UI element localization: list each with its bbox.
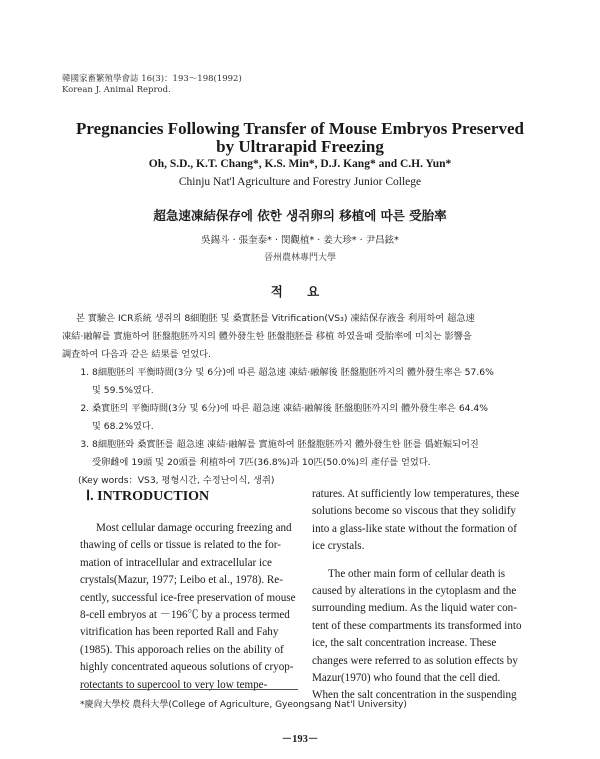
paper-title-line1: Pregnancies Following Transfer of Mouse Embryos Preserved bbox=[76, 119, 524, 138]
korean-authors: 吳錫斗 · 張奎泰* · 閔觀植* · 姜大珍* · 尹昌鉉* bbox=[201, 235, 399, 246]
korean-title: 超急速凍結保存에 依한 생쥐卵의 移植에 따른 受胎率 bbox=[153, 208, 447, 223]
text-line: rotectants to supercool to very low tempe- bbox=[80, 678, 268, 691]
right-column bbox=[312, 486, 530, 705]
abstract-intro-line: 凍結·融解를 實施하여 胚盤胞胚까지의 體外發生한 胚盤胞胚를 移植 하였을때 受胎率에 미치는 影響을 bbox=[62, 331, 472, 342]
keywords: (Key words：VS3, 평형시간, 수정난이식, 생쥐) bbox=[78, 475, 275, 486]
text-line: ice crystals. bbox=[312, 540, 365, 553]
result-line: 및 59.5%였다. bbox=[92, 385, 154, 396]
text-line: thawing of cells or tissue is related to the for- bbox=[80, 539, 281, 552]
text-line: cently, successful ice-free preservation of mouse bbox=[80, 591, 296, 604]
authors-en: Oh, S.D., K.T. Chang*, K.S. Min*, D.J. Kang* and C.H. Yun* bbox=[148, 158, 452, 170]
text-line: 8-cell embryos at －196℃ by a process termed bbox=[80, 609, 290, 622]
abstract-intro bbox=[62, 310, 532, 364]
page-number: －193－ bbox=[281, 734, 319, 745]
korean-affiliation: 晉州農林專門大學 bbox=[263, 253, 336, 263]
section-heading-introduction: Ⅰ. INTRODUCTION bbox=[86, 489, 210, 504]
text-line: (1985). This apporoach relies on the ability of bbox=[80, 643, 284, 656]
intro-paragraph-continued bbox=[312, 486, 530, 556]
text-line: mation of intracellular and extracellular ice bbox=[80, 556, 272, 569]
text-line: crystals(Mazur, 1977; Leibo et al., 1978). Re- bbox=[80, 574, 283, 587]
result-item-1 bbox=[92, 364, 532, 400]
footnote: *慶尙大學校 農科大學(College of Agriculture, Gyeongsang Nat'l University) bbox=[80, 700, 407, 710]
result-line: 2. 桑實胚의 平衡時間(3分 및 6分)에 따른 超急速 凍結·融解後 胚盤胞胚까지의 體外發生率은 64.4% bbox=[92, 403, 488, 414]
text-line: Mazur(1970) who found that the cell died. bbox=[312, 672, 501, 685]
text-line: changes were referred to as solution effects by bbox=[312, 654, 518, 667]
journal-header bbox=[62, 74, 242, 96]
abstract-intro-line: 본 實驗은 ICR系統 생쥐의 8細胞胚 및 桑實胚를 Vitrification(VS₃) 凍結保存液을 利用하여 超急速 bbox=[76, 313, 475, 324]
text-line: caused by alterations in the cytoplasm and the bbox=[312, 585, 517, 598]
journal-name-en: Korean J. Animal Reprod. bbox=[62, 85, 171, 95]
text-line: highly concentrated aqueous solutions of cryop- bbox=[80, 661, 294, 674]
intro-paragraph-1 bbox=[80, 520, 298, 694]
text-line: surrounding medium. As the liquid water con- bbox=[312, 602, 517, 615]
result-line: 3. 8細胞胚와 桑實胚를 超急速 凍結·融解를 實施하여 胚盤胞胚까지 體外發生한 胚를 僞姙娠되어진 bbox=[92, 439, 479, 450]
abstract-body bbox=[62, 310, 532, 490]
abstract-intro-line: 調査하여 다음과 같은 結果를 얻었다. bbox=[62, 349, 211, 360]
text-line: into a glass-like state without the formation of bbox=[312, 522, 517, 535]
text-line: The other main form of cellular death is bbox=[328, 567, 506, 580]
result-item-2 bbox=[92, 400, 532, 436]
text-line: ice, the salt concentration increase. These bbox=[312, 637, 497, 650]
result-line: 1. 8細胞胚의 平衡時間(3分 및 6分)에 따른 超急速 凍結·融解後 胚盤胞胚까지의 體外發生率은 57.6% bbox=[92, 367, 494, 378]
text-line: When the salt concentration in the suspending bbox=[312, 689, 517, 702]
abstract-heading: 적 요 bbox=[270, 284, 330, 299]
left-column bbox=[80, 520, 298, 694]
result-item-3 bbox=[92, 436, 532, 472]
abstract-results-list bbox=[62, 364, 532, 472]
text-line: vitrification has been reported Rall and Fahy bbox=[80, 626, 279, 639]
text-line: tent of these compartments its transformed into bbox=[312, 619, 522, 632]
journal-citation: 韓國家畜繁殖學會誌 16(3)：193～198(1992) bbox=[62, 74, 242, 84]
result-line: 및 68.2%였다. bbox=[92, 421, 154, 432]
intro-paragraph-2 bbox=[312, 566, 530, 705]
footnote-divider bbox=[80, 689, 298, 690]
text-line: Most cellular damage occuring freezing and bbox=[96, 522, 292, 534]
text-line: solutions become so viscous that they solidify bbox=[312, 505, 516, 518]
result-line: 受卵雌에 19頭 및 20頭를 利植하여 7匹(36.8%)과 10匹(50.0%)의 產仔를 얻었다. bbox=[92, 457, 431, 468]
text-line: ratures. At sufficiently low temperatures, these bbox=[312, 488, 520, 500]
affiliation-en: Chinju Nat'l Agriculture and Forestry Junior College bbox=[178, 176, 422, 188]
paper-title-line2: by Ultrarapid Freezing bbox=[216, 137, 384, 156]
